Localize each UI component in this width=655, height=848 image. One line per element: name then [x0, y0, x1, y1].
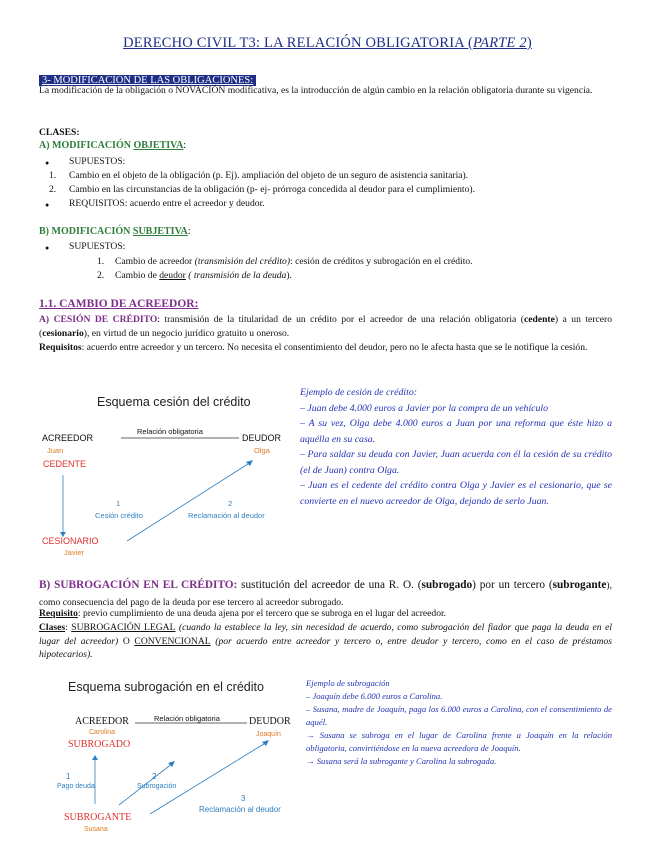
intro-paragraph: La modificación de la obligación o NOVACIÓN modificativa, es la introducción de algún cambio en la relación obligatoria durante su vigencia.	[39, 85, 593, 96]
acreedor-name: Juan	[47, 446, 64, 455]
step-number: 2	[152, 772, 157, 781]
step-label: Reclamación al deudor	[199, 805, 281, 814]
cesion-diagram	[40, 385, 300, 560]
example-line: – Susana, madre de Joaquín, paga los 6.000 euros a Carolina, con el consentimiento de aquél.	[306, 704, 612, 727]
deudor-name: Joaquín	[256, 731, 281, 738]
example-line: → Susana será la subrogante y Carolina la subrogada.	[306, 756, 497, 766]
step-label: Reclamación al deudor	[188, 511, 265, 520]
list-item: 1. Cambio en el objeto de la obligación (p. Ej). ampliación del objeto de un seguro de asistencia sanitaria).	[49, 170, 469, 181]
deudor-label: DEUDOR	[242, 433, 282, 443]
step-number: 1	[66, 772, 71, 781]
example-line: – Juan es el cedente del crédito contra Olga y Javier es el cesionario, que se convierte en el nuevo acreedor de Olga, dejando de serlo Juan.	[300, 480, 612, 507]
diagram-title: Esquema cesión del crédito	[97, 395, 251, 409]
relation-label: Relación obligatoria	[137, 427, 203, 436]
example-line: – A su vez, Olga debe 4.000 euros a Juan por una reforma que éste hizo a aquélla en su casa.	[300, 418, 612, 445]
example-line: – Para saldar su deuda con Javier, Juan acuerda con él la cesión de su crédito (el de Juan) contra Olga.	[300, 449, 612, 476]
requisitos-paragraph: Requisitos: acuerdo entre acreedor y un tercero. No necesita el consentimiento del deudor, pero no le afecta hasta que se le notifique la cesión.	[39, 342, 588, 353]
section-heading-cambio-acreedor: 1.1. CAMBIO DE ACREEDOR:	[39, 298, 199, 310]
example-subrogacion	[306, 677, 612, 768]
subrogante-label: SUBROGANTE	[64, 812, 132, 823]
list-item: 1. Cambio de acreedor (transmisión del crédito): cesión de créditos y subrogación en el crédito.	[97, 256, 473, 267]
relation-label: Relación obligatoria	[154, 714, 220, 723]
clases-paragraph: Clases: SUBROGACIÓN LEGAL (cuando la establece la ley, sin necesidad de acuerdo, como subrogación del fiador que paga la deuda en el lugar del acreedor) O CONVENCIONAL (por acuerdo entre acreedor y tercero o, entre deudor y tercero, como en el caso de préstamos hipotecarios).	[39, 622, 612, 660]
subrogacion-paragraph: B) SUBROGACIÓN EN EL CRÉDITO: sustitución del acreedor de una R. O. (subrogado) por un tercero (subrogante), como consecuencia del pago de la deuda por ese tercero al acreedor subrogado.	[39, 579, 612, 608]
list-item: SUPUESTOS:	[69, 241, 126, 252]
example-heading: Ejemplo de subrogación	[306, 678, 390, 688]
example-cesion	[300, 385, 612, 509]
list-item: REQUISITOS: acuerdo entre el acreedor y deudor.	[69, 198, 265, 209]
example-line: – Joaquín debe 6.000 euros a Carolina.	[306, 691, 443, 701]
list-item: 2. Cambio en las circunstancias de la obligación (p- ej- prórroga concedida al deudor para el cumplimiento).	[49, 184, 475, 195]
diagram-lines	[40, 385, 300, 560]
example-line: → Susana se subroga en el lugar de Carolina frente a Joaquín en la relación obligatoria, convirtiéndose en la nueva acreedora de Joaquín.	[306, 730, 612, 753]
step-number: 1	[116, 499, 121, 508]
cesion-paragraph: A) CESIÓN DE CRÉDITO: transmisión de la titularidad de un crédito por el acreedor de una relación obligatoria (cedente) a un tercero (cesionario), en virtud de un negocio jurídico gratuito u oneroso.	[39, 314, 612, 339]
deudor-name: Olga	[254, 446, 270, 455]
subheading-subjetiva: B) MODIFICACIÓN SUBJETIVA:	[39, 226, 191, 237]
list-item: 2. Cambio de deudor ( transmisión de la deuda).	[97, 270, 292, 281]
step-label: Pago deuda	[57, 783, 95, 790]
step-label: Subrogación	[137, 783, 177, 790]
arrow-reclamacion	[150, 742, 267, 814]
example-line: – Juan debe 4.000 euros a Javier por la compra de un vehículo	[300, 402, 549, 414]
cesionario-name: Javier	[64, 548, 85, 557]
diagram-title: Esquema subrogación en el crédito	[68, 680, 264, 694]
subrogacion-diagram	[55, 672, 305, 842]
example-heading: Ejemplo de cesión de crédito:	[300, 387, 417, 398]
acreedor-name: Carolina	[89, 729, 116, 736]
requisito-paragraph: Requisito: previo cumplimiento de una deuda ajena por el tercero que se subroga en el lugar del acreedor.	[39, 608, 447, 619]
list-item: SUPUESTOS:	[69, 156, 126, 167]
page-title: DERECHO CIVIL T3: LA RELACIÓN OBLIGATORIA (PARTE 2)	[123, 35, 532, 51]
subrogado-label: SUBROGADO	[68, 739, 131, 750]
acreedor-label: ACREEDOR	[42, 433, 94, 443]
acreedor-label: ACREEDOR	[75, 716, 129, 727]
step-label: Cesión crédito	[95, 511, 143, 520]
step-number: 2	[228, 499, 233, 508]
arrowhead-icon	[246, 460, 253, 466]
arrow-reclamacion	[127, 462, 251, 541]
cesionario-label: CESIONARIO	[42, 536, 99, 546]
subheading-objetiva: A) MODIFICACIÓN OBJETIVA:	[39, 140, 187, 151]
step-number: 3	[241, 794, 246, 803]
deudor-label: DEUDOR	[249, 716, 291, 727]
section-heading: 3- MODIFICACIÓN DE LAS OBLIGACIONES:	[39, 70, 256, 88]
arrowhead-icon	[262, 740, 269, 746]
subrogante-name: Susana	[84, 826, 108, 833]
arrowhead-icon	[92, 755, 98, 760]
cedente-label: CEDENTE	[43, 459, 87, 469]
clases-label: CLASES:	[39, 127, 80, 138]
